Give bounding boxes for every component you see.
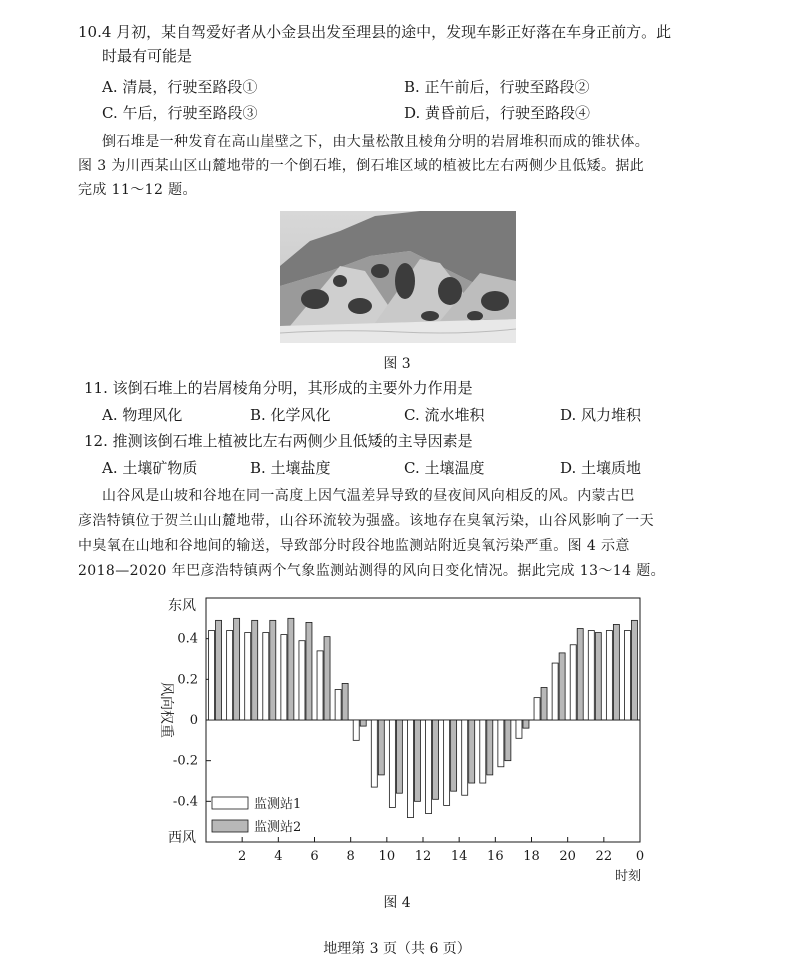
bar-station2 (523, 720, 529, 728)
bar-station2 (396, 720, 402, 793)
q10-option-d: D. 黄昏前后，行驶至路段④ (404, 104, 591, 122)
q10-option-b: B. 正午前后，行驶至路段② (404, 78, 590, 96)
passage1-line1: 倒石堆是一种发育在高山崖壁之下，由大量松散且棱角分明的岩屑堆积而成的锥状体。 (102, 134, 650, 150)
bar-station1 (426, 720, 432, 814)
q12-option-a: A. 土壤矿物质 (102, 459, 198, 477)
bar-station2 (360, 720, 366, 726)
bar-station1 (534, 698, 540, 720)
x-axis-title: 时刻 (614, 869, 642, 884)
bar-station2 (414, 720, 420, 801)
bar-station1 (407, 720, 413, 818)
q11-stem: 11. 该倒石堆上的岩屑棱角分明，其形成的主要外力作用是 (84, 379, 473, 397)
bar-station1 (209, 631, 215, 720)
legend-swatch-station1 (212, 797, 248, 809)
y-top-label: 东风 (168, 598, 196, 614)
bar-station2 (378, 720, 384, 775)
x-tick-label: 10 (378, 849, 396, 864)
bar-station2 (216, 620, 222, 720)
bar-station2 (631, 620, 637, 720)
bar-station2 (541, 687, 547, 720)
passage2-line4: 2018—2020 年巴彦浩特镇两个气象监测站测得的风向日变化情况。据此完成 13～14 题。 (78, 563, 666, 579)
bar-station2 (342, 683, 348, 720)
bar-station2 (252, 620, 258, 720)
bar-station1 (263, 633, 269, 720)
bar-station1 (624, 631, 630, 720)
bar-station1 (588, 631, 594, 720)
q10-option-a: A. 清晨，行驶至路段① (102, 78, 258, 96)
q12-stem: 12. 推测该倒石堆上植被比左右两侧少且低矮的主导因素是 (84, 432, 473, 450)
q12-option-b: B. 土壤盐度 (250, 459, 331, 477)
bar-station2 (306, 622, 312, 720)
bar-station2 (324, 637, 330, 720)
passage1-line3: 完成 11～12 题。 (78, 182, 197, 198)
y-tick-label: 0.2 (177, 672, 198, 688)
x-tick-label: 2 (238, 849, 247, 864)
bar-station1 (245, 633, 251, 720)
bar-station1 (371, 720, 377, 787)
bar-station2 (559, 653, 565, 720)
figure4-caption: 图 4 (383, 895, 411, 911)
bar-station1 (353, 720, 359, 740)
bar-station2 (451, 720, 457, 791)
passage2-line3: 中臭氧在山地和谷地间的输送，导致部分时段谷地监测站附近臭氧污染严重。图 4 示意 (78, 538, 630, 554)
bar-station1 (480, 720, 486, 783)
x-tick-label: 22 (595, 849, 613, 864)
talus-cone-photo (280, 211, 516, 343)
legend-swatch-station2 (212, 820, 248, 832)
figure3-caption: 图 3 (383, 356, 411, 372)
x-tick-label: 4 (274, 849, 283, 864)
bar-station2 (487, 720, 493, 775)
q11-option-a: A. 物理风化 (102, 406, 183, 424)
bar-station1 (606, 631, 612, 720)
q12-option-d: D. 土壤质地 (560, 459, 642, 477)
bar-station2 (433, 720, 439, 799)
legend-label-station1: 监测站1 (254, 797, 302, 812)
bar-station1 (227, 631, 233, 720)
q12-option-c: C. 土壤温度 (404, 459, 485, 477)
y-tick-label: -0.2 (172, 753, 198, 769)
q10-stem-line1: 10.4 月初，某自驾爱好者从小金县出发至理县的途中，发现车影正好落在车身正前方。此 (78, 23, 672, 41)
x-tick-label: 18 (523, 849, 540, 864)
bar-station1 (498, 720, 504, 767)
y-axis-title: 风向权重 (158, 682, 174, 738)
q11-option-b: B. 化学风化 (250, 406, 331, 424)
x-tick-label: 12 (414, 849, 432, 864)
passage2-line2: 彦浩特镇位于贺兰山山麓地带，山谷环流较为强盛。该地存在臭氧污染，山谷风影响了一天 (78, 513, 654, 529)
x-tick-label: 0 (635, 849, 645, 864)
q11-option-d: D. 风力堆积 (560, 406, 642, 424)
bar-station1 (516, 720, 522, 738)
bar-station2 (505, 720, 511, 761)
chart-legend (212, 796, 301, 835)
bar-station2 (469, 720, 475, 783)
passage1-line2: 图 3 为川西某山区山麓地带的一个倒石堆，倒石堆区域的植被比左右两侧少且低矮。据此 (78, 158, 645, 174)
bar-station1 (335, 690, 341, 721)
x-tick-label: 14 (450, 849, 468, 864)
q11-option-c: C. 流水堆积 (404, 406, 485, 424)
bar-station1 (317, 651, 323, 720)
bar-station1 (462, 720, 468, 795)
bar-station2 (234, 618, 240, 720)
bar-station2 (270, 620, 276, 720)
x-tick-label: 20 (559, 849, 576, 864)
y-bottom-label: 西风 (168, 830, 196, 846)
bar-station1 (570, 645, 576, 720)
y-tick-label: 0.4 (177, 631, 198, 647)
bar-station1 (299, 641, 305, 720)
x-tick-label: 6 (310, 849, 319, 864)
bar-station2 (288, 618, 294, 720)
bar-station2 (595, 633, 601, 720)
legend-label-station2: 监测站2 (254, 820, 302, 835)
bar-station2 (613, 624, 619, 720)
bar-station1 (552, 663, 558, 720)
bar-station1 (281, 635, 287, 720)
wind-direction-chart (150, 590, 650, 890)
y-tick-label: 0 (189, 713, 198, 728)
bar-station1 (444, 720, 450, 805)
y-tick-label: -0.4 (172, 794, 198, 810)
x-tick-label: 16 (487, 849, 504, 864)
q10-stem-line2: 时最有可能是 (102, 47, 193, 65)
x-tick-label: 8 (346, 849, 355, 864)
page-footer: 地理第 3 页（共 6 页） (323, 941, 471, 957)
bar-station1 (389, 720, 395, 807)
passage2-line1: 山谷风是山坡和谷地在同一高度上因气温差异导致的昼夜间风向相反的风。内蒙古巴 (102, 488, 635, 504)
q10-option-c: C. 午后，行驶至路段③ (102, 104, 258, 122)
bar-station2 (577, 629, 583, 721)
